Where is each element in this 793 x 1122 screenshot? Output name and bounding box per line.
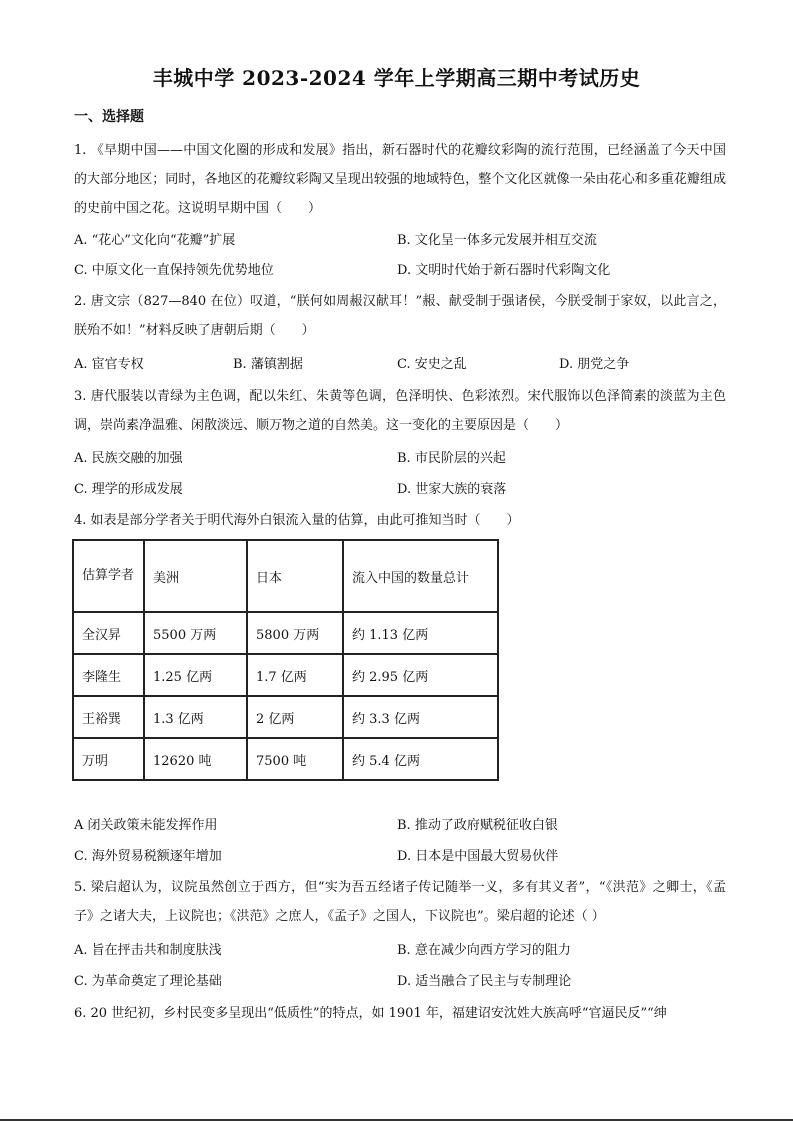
question-2-option-b[interactable]: B. 藩镇割据 xyxy=(233,357,303,372)
question-3-option-d[interactable]: D. 世家大族的衰落 xyxy=(397,482,507,497)
silver-inflow-table xyxy=(72,539,499,781)
question-2-option-c[interactable]: C. 安史之乱 xyxy=(397,357,467,372)
question-1-option-b[interactable]: B. 文化呈一体多元发展并相互交流 xyxy=(397,233,597,248)
question-1-option-a[interactable]: A. “花心”文化向“花瓣”扩展 xyxy=(74,233,236,248)
table-cell: 约 1.13 亿两 xyxy=(343,612,498,654)
table-row xyxy=(73,696,498,738)
question-5-option-a[interactable]: A. 旨在抨击共和制度肤浅 xyxy=(74,943,222,958)
section-heading: 一、选择题 xyxy=(74,109,144,125)
table-cell: 约 5.4 亿两 xyxy=(343,738,498,780)
exam-title: 丰城中学 2023-2024 学年上学期高三期中考试历史 xyxy=(152,66,641,90)
question-5-option-d[interactable]: D. 适当融合了民主与专制理论 xyxy=(397,974,572,989)
question-2-option-d[interactable]: D. 朋党之争 xyxy=(559,357,630,372)
table-cell: 1.25 亿两 xyxy=(144,654,247,696)
table-cell: 约 3.3 亿两 xyxy=(343,696,498,738)
question-4-option-d[interactable]: D. 日本是中国最大贸易伙伴 xyxy=(397,849,559,864)
question-1-option-d[interactable]: D. 文明时代始于新石器时代彩陶文化 xyxy=(397,263,611,278)
table-cell: 7500 吨 xyxy=(247,738,343,780)
question-2-stem: 2. 唐文宗（827—840 在位）叹道，“朕何如周赧汉献耳！”赧、献受制于强诸侯，今朕受制于家奴，以此言之，朕殆不如！”材料反映了唐朝后期（ ） xyxy=(74,294,726,338)
table-header-row xyxy=(73,540,498,612)
question-5-stem: 5. 梁启超认为，议院虽然创立于西方，但“实为吾五经诸子传记随举一义，多有其义者”，“《洪范》之卿士，《孟子》之诸大夫，上议院也；《洪范》之庶人，《孟子》之国人，下议院也”。梁启超的论述（ ） xyxy=(74,880,726,924)
question-4-stem: 4. 如表是部分学者关于明代海外白银流入量的估算，由此可推知当时（ ） xyxy=(74,513,520,528)
table-cell: 全汉昇 xyxy=(73,612,144,654)
question-3-option-c[interactable]: C. 理学的形成发展 xyxy=(74,482,183,497)
question-4-option-b[interactable]: B. 推动了政府赋税征收白银 xyxy=(397,818,558,833)
table-header-cell: 美洲 xyxy=(144,540,247,612)
question-3-option-b[interactable]: B. 市民阶层的兴起 xyxy=(397,451,506,466)
table-cell: 12620 吨 xyxy=(144,738,247,780)
table-header-cell: 流入中国的数量总计 xyxy=(343,540,498,612)
question-6-stem: 6. 20 世纪初，乡村民变多呈现出“低质性”的特点，如 1901 年，福建诏安沈姓大族高呼“官逼民反”“绅 xyxy=(74,1006,667,1021)
question-1-stem: 1. 《早期中国——中国文化圈的形成和发展》指出，新石器时代的花瓣纹彩陶的流行范围，已经涵盖了今天中国的大部分地区；同时，各地区的花瓣纹彩陶又呈现出较强的地域特色，整个文化区就像一朵由花心和多重花瓣组成的史前中国之花。这说明早期中国（ ） xyxy=(74,143,726,216)
question-2-option-a[interactable]: A. 宦官专权 xyxy=(74,357,144,372)
table-cell: 2 亿两 xyxy=(247,696,343,738)
table-header-cell: 估算学者 xyxy=(73,540,144,612)
table-cell: 1.7 亿两 xyxy=(247,654,343,696)
table-cell: 1.3 亿两 xyxy=(144,696,247,738)
question-1-option-c[interactable]: C. 中原文化一直保持领先优势地位 xyxy=(74,263,274,278)
question-3-stem: 3. 唐代服装以青绿为主色调，配以朱红、朱黄等色调，色泽明快、色彩浓烈。宋代服饰以色泽简素的淡蓝为主色调，崇尚素净温雅、闲散淡远、顺万物之道的自然美。这一变化的主要原因是（ ） xyxy=(74,389,726,433)
table-header-cell: 日本 xyxy=(247,540,343,612)
table-row xyxy=(73,612,498,654)
table-cell: 5800 万两 xyxy=(247,612,343,654)
question-4-option-a[interactable]: A 闭关政策未能发挥作用 xyxy=(74,818,218,833)
question-5-option-c[interactable]: C. 为革命奠定了理论基础 xyxy=(74,974,222,989)
table-cell: 李隆生 xyxy=(73,654,144,696)
table-cell: 约 2.95 亿两 xyxy=(343,654,498,696)
question-5-option-b[interactable]: B. 意在减少向西方学习的阻力 xyxy=(397,943,571,958)
table-cell: 万明 xyxy=(73,738,144,780)
question-4-option-c[interactable]: C. 海外贸易税额逐年增加 xyxy=(74,849,222,864)
page-bottom-divider xyxy=(0,1119,793,1121)
table-cell: 王裕巽 xyxy=(73,696,144,738)
question-3-option-a[interactable]: A. 民族交融的加强 xyxy=(74,451,183,466)
table-row xyxy=(73,654,498,696)
table-cell: 5500 万两 xyxy=(144,612,247,654)
table-row xyxy=(73,738,498,780)
